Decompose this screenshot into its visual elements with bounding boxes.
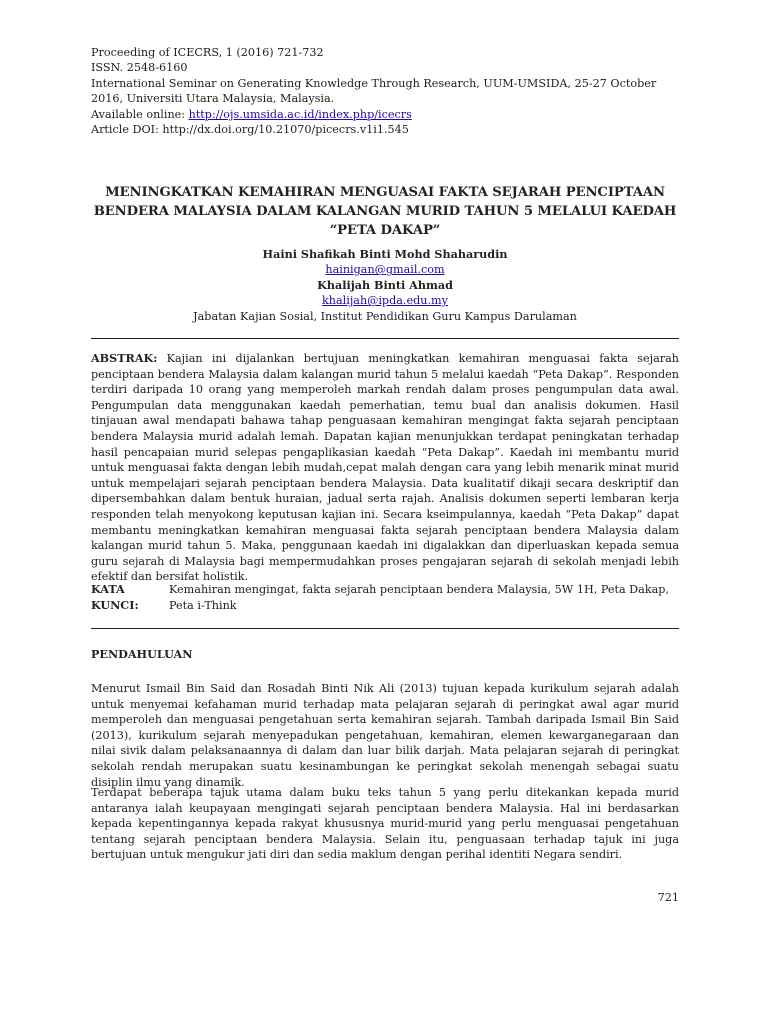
keywords (91, 582, 679, 613)
author-name: Haini Shafikah Binti Mohd Shaharudin (262, 247, 508, 261)
body-paragraph: Menurut Ismail Bin Said dan Rosadah Binti Nik Ali (2013) tujuan kepada kurikulum sejarah adalah untuk menyemai kefahaman murid terhadap mata pelajaran sejarah di peringkat awal agar murid memperoleh dan menguasai pengetahuan serta kemahiran sejarah. Tambah daripada Ismail Bin Said (2013), kurikulum sejarah menyepadukan pengetahuan, kemahiran, elemen kewarganegaraan dan nilai sivik dalam pelaksanaannya di dalam dan luar bilik darjah. Mata pelajaran sejarah di peringkat sekolah rendah merupakan suatu kesinambungan ke peringkat sekolah menengah sebagai suatu disiplin ilmu yang dinamik. (91, 682, 679, 789)
available-online-line (91, 107, 679, 122)
abstract-label: ABSTRAK: (91, 351, 158, 365)
available-online-label: Available online: (91, 107, 189, 121)
paper-title: MENINGKATKAN KEMAHIRAN MENGUASAI FAKTA SEJARAH PENCIPTAAN BENDERA MALAYSIA DALAM KALANGAN MURID TAHUN 5 MELALUI KAEDAH “PETA DAKAP” (93, 185, 677, 238)
keywords-text: Kemahiran mengingat, fakta sejarah penciptaan bendera Malaysia, 5W 1H, Peta Dakap, Peta i-Think (169, 583, 669, 612)
divider-top (91, 338, 679, 339)
author-email-link[interactable]: hainigan@gmail.com (325, 263, 445, 277)
keywords-label: KATA KUNCI: (91, 582, 139, 612)
author-email-link[interactable]: khalijah@ipda.edu.my (322, 294, 448, 308)
abstract (91, 351, 679, 585)
doi-line: Article DOI: http://dx.doi.org/10.21070/picecrs.v1i1.545 (91, 123, 409, 137)
issn-line: ISSN. 2548-6160 (91, 61, 188, 75)
seminar-line: International Seminar on Generating Knowledge Through Research, UUM-UMSIDA, 25-27 October 2016, Universiti Utara Malaysia, Malaysia. (91, 76, 657, 106)
body-paragraph: Terdapat beberapa tajuk utama dalam buku teks tahun 5 yang perlu ditekankan kepada murid antaranya ialah keupayaan mengingati sejarah penciptaan bendera Malaysia. Hal ini berdasarkan kepada kepentingannya kepada rakyat khususnya murid-murid yang perlu menguasai pengetahuan tentang sejarah penciptaan bendera Malaysia. Selain itu, penguasaan terhadap tajuk ini juga bertujuan untuk mengukur jati diri dan sedia maklum dengan perihal identiti Negara sendiri. (91, 786, 679, 862)
author-name: Khalijah Binti Ahmad (317, 277, 453, 292)
author-block (91, 247, 679, 324)
page-number: 721 (657, 891, 679, 904)
divider-bottom (91, 628, 679, 629)
proceeding-line: Proceeding of ICECRS, 1 (2016) 721-732 (91, 46, 324, 59)
abstract-text: Kajian ini dijalankan bertujuan meningkatkan kemahiran menguasai fakta sejarah penciptaan bendera Malaysia dalam kalangan murid tahun 5 melalui kaedah “Peta Dakap”. Responden terdiri daripada 10 orang yang memperoleh markah rendah dalam proses pengumpulan data awal. Pengumpulan data menggunakan kaedah pemerhatian, temu bual dan analisis dokumen. Hasil tinjauan awal mendapati bahawa tahap penguasaan kemahiran mengingat fakta sejarah penciptaan bendera Malaysia murid adalah lemah. Dapatan kajian menunjukkan terdapat peningkatan terhadap hasil pencapaian murid selepas pengaplikasian kaedah “Peta Dakap”. Kaedah ini membantu murid untuk menguasai fakta dengan lebih mudah,cepat malah dengan cara yang lebih menarik minat murid untuk mempelajari sejarah penciptaan bendera Malaysia. Data kualitatif dikaji secara deskriptif dan dipersembahkan dalam bentuk huraian, jadual serta rajah. Analisis dokumen seperti lembaran kerja responden telah menyokong keputusan kajian ini. Secara kseimpulannya, kaedah “Peta Dakap” dapat membantu meningkatkan kemahiran menguasai fakta sejarah penciptaan bendera Malaysia dalam kalangan murid tahun 5. Maka, penggunaan kaedah ini digalakkan dan diperluaskan kepada semua guru sejarah di Malaysia bagi mempermudahkan proses pengajaran sejarah di sekolah menjadi lebih efektif dan bersifat holistik. (91, 352, 679, 584)
journal-url-link[interactable]: http://ojs.umsida.ac.id/index.php/icecrs (188, 107, 412, 121)
affiliation: Jabatan Kajian Sosial, Institut Pendidikan Guru Kampus Darulaman (193, 309, 577, 323)
publication-header (91, 45, 679, 137)
section-heading: PENDAHULUAN (91, 647, 193, 661)
